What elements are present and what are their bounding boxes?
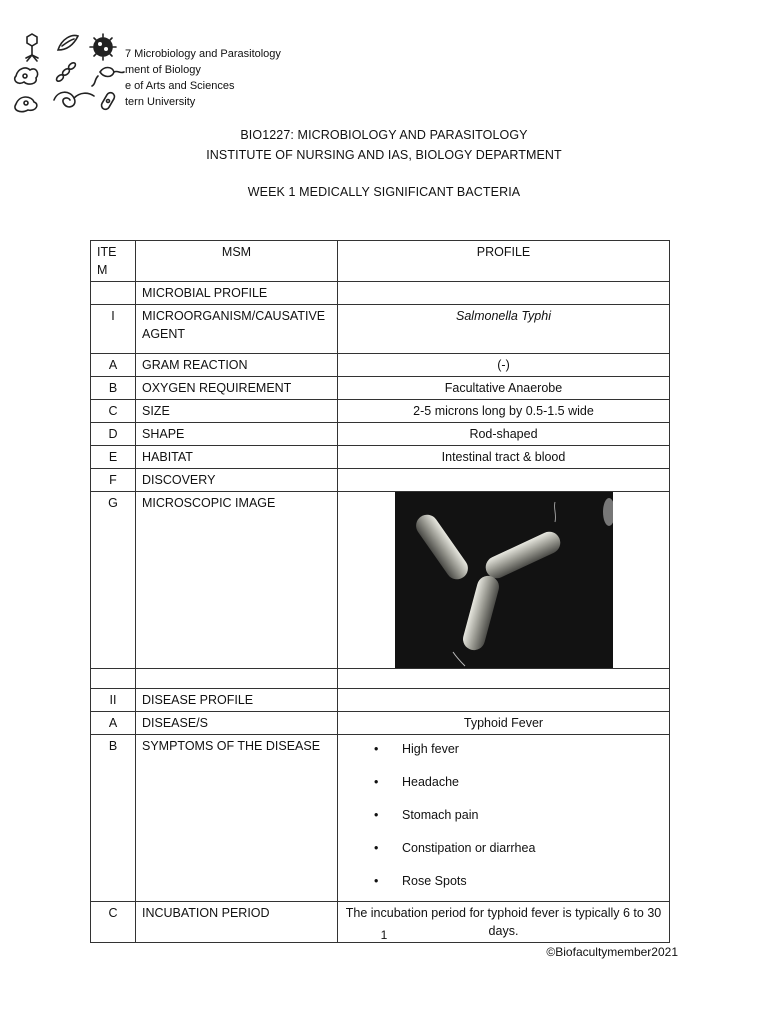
row-item: G	[91, 492, 136, 669]
table-row	[91, 377, 670, 400]
row-label: MICROSCOPIC IMAGE	[136, 492, 338, 669]
row-item: A	[91, 712, 136, 735]
row-item: F	[91, 469, 136, 492]
section-disease-profile: DISEASE PROFILE	[136, 689, 338, 712]
list-item: • Rose Spots	[374, 874, 467, 888]
row-item: A	[91, 354, 136, 377]
list-item: • Constipation or diarrhea	[374, 841, 536, 855]
symptoms-list	[344, 737, 663, 890]
table-row	[91, 400, 670, 423]
header-msm: MSM	[136, 241, 338, 282]
row-item: B	[91, 377, 136, 400]
row-item: C	[91, 902, 136, 943]
table-row	[91, 689, 670, 712]
row-label: HABITAT	[136, 446, 338, 469]
row-item: D	[91, 423, 136, 446]
header-line: e of Arts and Sciences	[125, 80, 235, 92]
row-item: B	[91, 735, 136, 902]
row-label: INCUBATION PERIOD	[136, 902, 338, 943]
row-label: OXYGEN REQUIREMENT	[136, 377, 338, 400]
row-value: 2-5 microns long by 0.5-1.5 wide	[338, 400, 670, 423]
table-row	[91, 735, 670, 902]
table-row	[91, 354, 670, 377]
row-item: C	[91, 400, 136, 423]
section-microbial-profile: MICROBIAL PROFILE	[136, 282, 338, 305]
list-item: • Headache	[374, 775, 459, 789]
header-line: tern University	[125, 96, 196, 108]
table-row	[91, 446, 670, 469]
table-row	[91, 305, 670, 354]
row-label: GRAM REACTION	[136, 354, 338, 377]
course-title: BIO1227: MICROBIOLOGY AND PARASITOLOGY	[240, 128, 528, 142]
table-row	[91, 282, 670, 305]
week-title: WEEK 1 MEDICALLY SIGNIFICANT BACTERIA	[247, 185, 521, 199]
page-number: 1	[380, 928, 388, 942]
row-label: MICROORGANISM/CAUSATIVE AGENT	[136, 305, 338, 354]
row-value: Facultative Anaerobe	[338, 377, 670, 400]
microbes-logo-icon	[10, 30, 128, 114]
list-item: • Stomach pain	[374, 808, 479, 822]
row-value: Salmonella Typhi	[338, 305, 670, 354]
row-label: SYMPTOMS OF THE DISEASE	[136, 735, 338, 902]
salmonella-micrograph-image	[395, 492, 613, 668]
header-item: ITE M	[91, 241, 136, 282]
row-value: (-)	[338, 354, 670, 377]
row-item: II	[91, 689, 136, 712]
copyright-text: ©Biofacultymember2021	[546, 945, 678, 959]
institute-title: INSTITUTE OF NURSING AND IAS, BIOLOGY DEPARTMENT	[206, 148, 562, 162]
table-row	[91, 469, 670, 492]
row-label: SHAPE	[136, 423, 338, 446]
table-row	[91, 423, 670, 446]
row-value: Typhoid Fever	[338, 712, 670, 735]
row-value: The incubation period for typhoid fever is typically 6 to 30 days.	[338, 902, 670, 943]
row-label: DISEASE/S	[136, 712, 338, 735]
institution-header	[125, 46, 281, 110]
table-row	[91, 712, 670, 735]
table-header-row	[91, 241, 670, 282]
row-label: DISCOVERY	[136, 469, 338, 492]
bacteria-profile-table	[90, 240, 670, 943]
header-line: 7 Microbiology and Parasitology	[125, 48, 281, 60]
row-label: SIZE	[136, 400, 338, 423]
header-profile: PROFILE	[338, 241, 670, 282]
table-row	[91, 669, 670, 689]
header-line: ment of Biology	[125, 64, 201, 76]
row-value: Rod-shaped	[338, 423, 670, 446]
row-value	[338, 469, 670, 492]
row-item: E	[91, 446, 136, 469]
row-item: I	[91, 305, 136, 354]
list-item: • High fever	[374, 742, 459, 756]
row-value: Intestinal tract & blood	[338, 446, 670, 469]
table-row	[91, 492, 670, 669]
